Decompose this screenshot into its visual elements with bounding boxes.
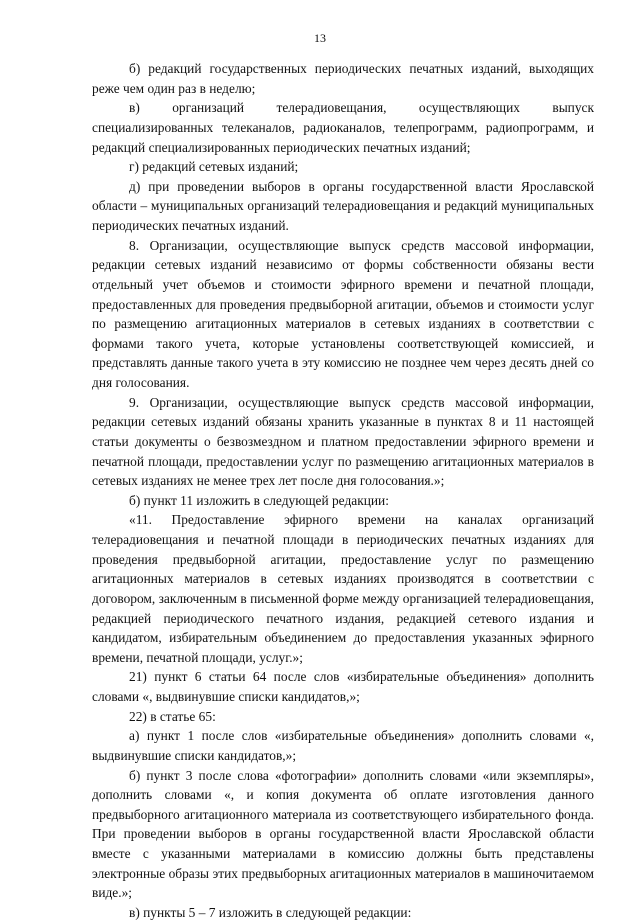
paragraph: а) пункт 1 после слов «избирательные объединения» дополнить словами «, выдвинувшие списки кандидатов,»; xyxy=(92,728,594,763)
paragraph: в) пункты 5 – 7 изложить в следующей редакции: xyxy=(129,904,412,920)
paragraph: г) редакций сетевых изданий; xyxy=(129,159,299,175)
paragraph: д) при проведении выборов в органы государственной власти Ярославской области – муниципальных организаций телерадиовещания и редакций муниципальных периодических печатных изданий. xyxy=(92,178,594,233)
paragraph: б) пункт 3 после слова «фотографии» дополнить словами «или экземпляры», дополнить словами «, и копия документа об оплате изготовления данного предвыборного агитационного материала из соответствующего избирательного фонда. При проведении выборов в органы государственной власти Ярославской области вместе с указанными материалами в комиссию должны быть представлены электронные образы этих предвыборных агитационных материалов в машиночитаемом виде.»; xyxy=(92,767,594,901)
paragraph: 9. Организации, осуществляющие выпуск средств массовой информации, редакции сетевых изданий обязаны хранить указанные в пунктах 8 и 11 настоящей статьи документы о безвозмездном и платном предоставлении эфирного времени и печатной площади, предоставлении услуг по размещению агитационных материалов в сетевых изданиях не менее трех лет после дня голосования.»; xyxy=(92,394,594,489)
paragraph: б) пункт 11 изложить в следующей редакции: xyxy=(129,492,389,508)
paragraph: 8. Организации, осуществляющие выпуск средств массовой информации, редакции сетевых изданий независимо от формы собственности обязаны вести отдельный учет объемов и стоимости эфирного времени и печатной площади, предоставленных для проведения предвыборной агитации, объемов и стоимости услуг по размещению агитационных материалов в сетевых изданиях в соответствии с формами такого учета, которые установлены соответствующей комиссией, и представлять данные такого учета в эту комиссию не позднее чем через десять дней со дня голосования. xyxy=(92,237,594,390)
paragraph: 21) пункт 6 статьи 64 после слов «избирательные объединения» дополнить словами «, выдвинувшие списки кандидатов,»; xyxy=(92,669,594,704)
page-number: 13 xyxy=(314,31,326,45)
paragraph: «11. Предоставление эфирного времени на каналах организаций телерадиовещания и печатной площади в периодических печатных изданиях для проведения предвыборной агитации, предоставление услуг по размещению агитационных материалов в сетевых изданиях производятся в соответствии с договором, заключенным в письменной форме между организацией телерадиовещания, редакцией периодического печатного издания, редакцией сетевого издания и кандидатом, избирательным объединением до предоставления указанных эфирного времени, печатной площади, услуг.»; xyxy=(92,512,594,665)
paragraph: б) редакций государственных периодических печатных изданий, выходящих реже чем один раз в неделю; xyxy=(92,61,594,96)
document-body xyxy=(92,59,594,923)
paragraph: в) организаций телерадиовещания, осуществляющих выпуск специализированных телеканалов, радиоканалов, телепрограмм, радиопрограмм, и редакций специализированных периодических печатных изданий; xyxy=(92,100,594,155)
paragraph: 22) в статье 65: xyxy=(129,708,216,724)
